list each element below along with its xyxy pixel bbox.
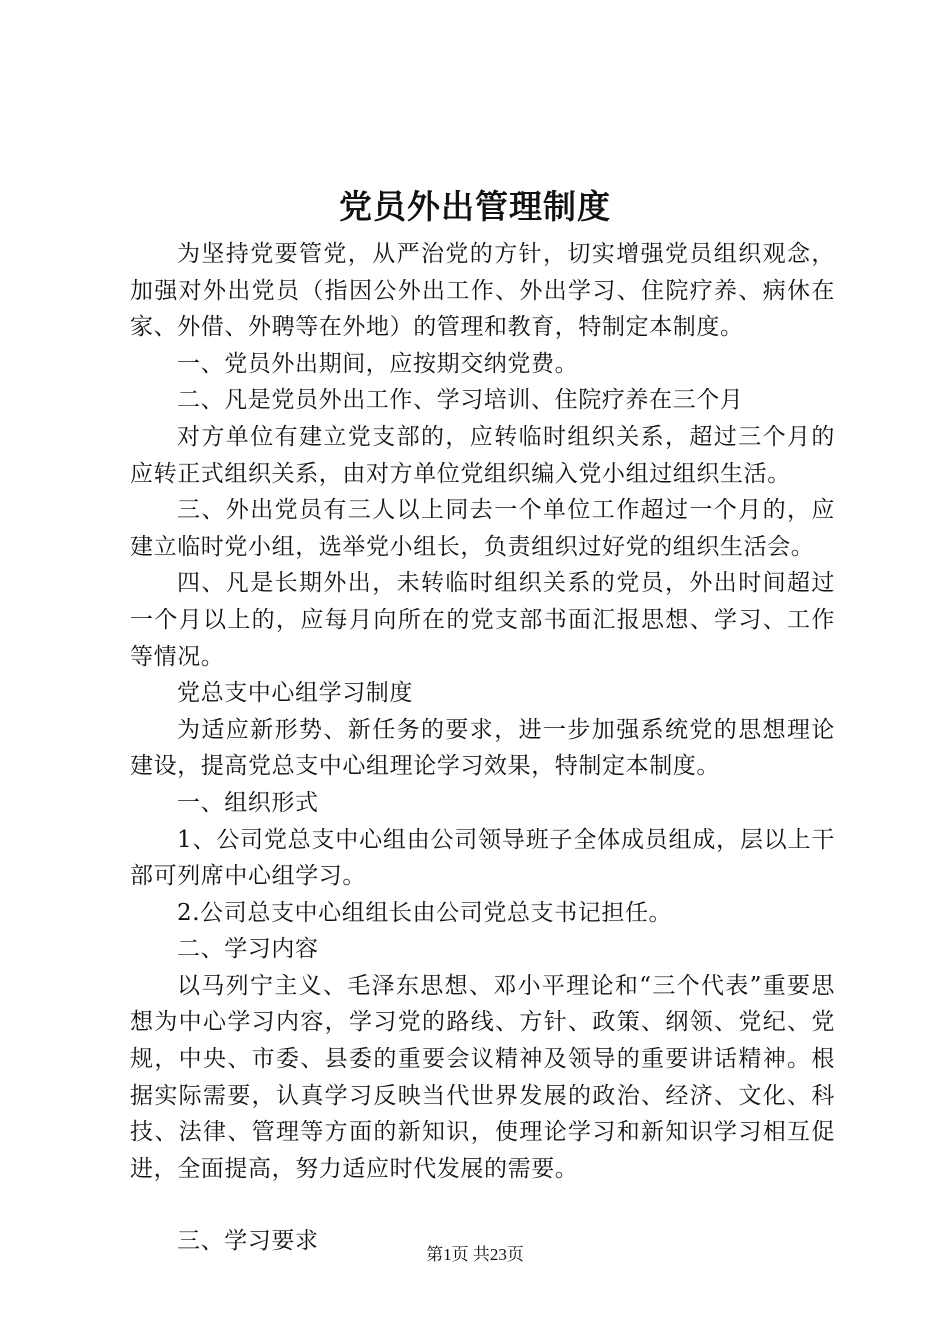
paragraph-study-content: 以马列宁主义、毛泽东思想、邓小平理论和“三个代表”重要思想为中心学习内容，学习党的路线、方针、政策、纲领、党纪、党规，中央、市委、县委的重要会议精神及领导的重要讲话精神。根据实际需要，认真学习反映当代世界发展的政治、经济、文化、科技、法律、管理等方面的新知识，使理论学习和新知识学习相互促进，全面提高，努力适应时代发展的需要。: [130, 972, 835, 1182]
subheading-study-requirements: 三、学习要求: [177, 1228, 319, 1255]
page-footer: 第1页 共23页: [426, 1245, 524, 1264]
paragraph-item-2-continued: 对方单位有建立党支部的，应转临时组织关系，超过三个月的应转正式组织关系，由对方单位党组织编入党小组过组织生活。: [130, 423, 835, 487]
paragraph-item-1: 一、党员外出期间，应按期交纳党费。: [177, 350, 579, 377]
paragraph-organization-2: 2.公司总支中心组组长由公司党总支书记担任。: [177, 899, 673, 926]
paragraph-item-3: 三、外出党员有三人以上同去一个单位工作超过一个月的，应建立临时党小组，选举党小组长，负责组织过好党的组织生活会。: [130, 497, 835, 560]
paragraph-item-4: 四、凡是长期外出，未转临时组织关系的党员，外出时间超过一个月以上的，应每月向所在的党支部书面汇报思想、学习、工作等情况。: [130, 570, 835, 670]
subheading-study-content: 二、学习内容: [177, 936, 319, 963]
paragraph-study-intro: 为适应新形势、新任务的要求，进一步加强系统党的思想理论建设，提高党总支中心组理论学习效果，特制定本制度。: [130, 716, 835, 780]
paragraph-organization-1: 1、公司党总支中心组由公司领导班子全体成员组成，层以上干部可列席中心组学习。: [130, 826, 835, 890]
section-heading-study-system: 党总支中心组学习制度: [177, 680, 413, 707]
paragraph-intro: 为坚持党要管党，从严治党的方针，切实增强党员组织观念，加强对外出党员（指因公外出工作、外出学习、住院疗养、病休在家、外借、外聘等在外地）的管理和教育，特制定本制度。: [130, 241, 835, 341]
document-body: [130, 236, 835, 1260]
subheading-organization-form: 一、组织形式: [177, 789, 319, 816]
document-title: 党员外出管理制度: [339, 187, 611, 226]
paragraph-item-2: 二、凡是党员外出工作、学习培训、住院疗养在三个月: [177, 387, 744, 414]
